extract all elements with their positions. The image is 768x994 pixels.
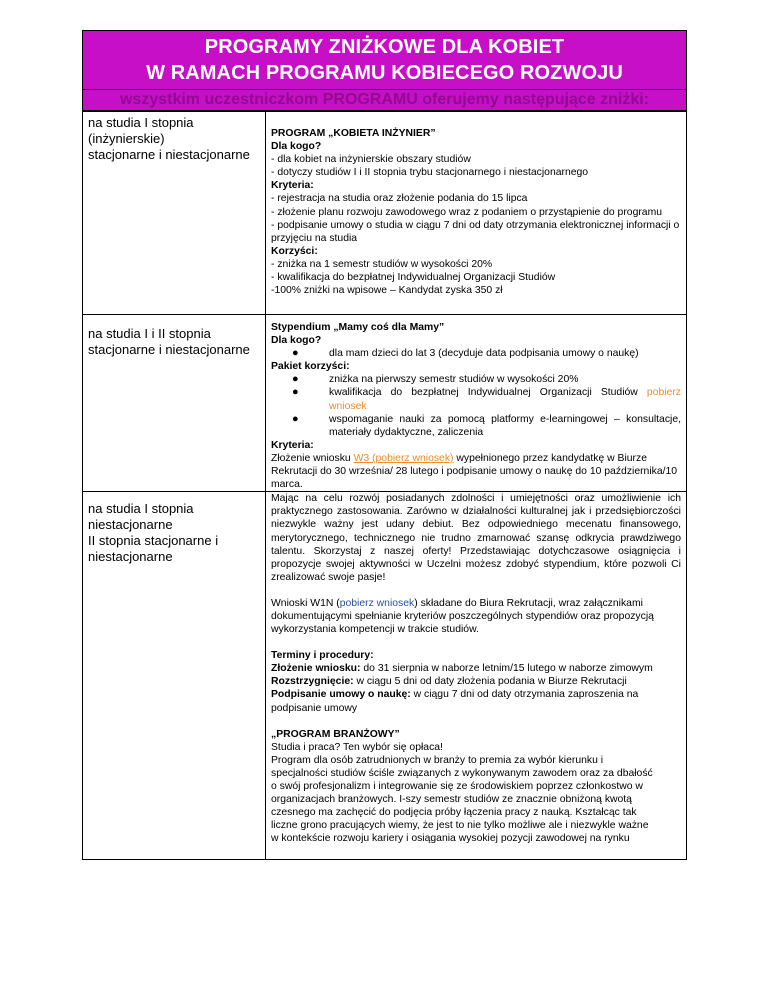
criteria-line: - rejestracja na studia oraz złożenie podania do 15 lipca (271, 193, 528, 205)
criteria-text (271, 452, 681, 491)
row-scope-cell (83, 315, 266, 492)
branch-line: czesnego ma zachęcić do podjęcia próby łączenia pracy z nauką. Kształcąc tak (271, 807, 637, 819)
branch-line: w kontekście rozwoju kariery i osiągania wysokiej pozycji zawodowej na rynku (271, 833, 630, 845)
list-item (271, 347, 681, 360)
document-subtitle: wszystkim uczestniczkom PROGRAMU oferujemy następujące zniżki: (82, 89, 687, 111)
benefits-label: Korzyści: (271, 245, 318, 257)
scope-line: niestacjonarne (88, 549, 173, 565)
program-title: Stypendium „Mamy coś dla Mamy” (271, 322, 445, 333)
branch-line: Program dla osób zatrudnionych w branży to premia za wybór kierunku i (271, 754, 604, 766)
term-label: Rozstrzygnięcie: (271, 676, 354, 688)
branch-line: organizacjach branżowych. I-szy semestr studiów ze znacznie obniżoną kwotą (271, 794, 632, 806)
applications-text (271, 597, 681, 636)
term-label: Złożenie wniosku: (271, 663, 361, 675)
term-label: Podpisanie umowy o naukę: (271, 689, 411, 701)
term-text: w ciągu 7 dni od daty otrzymania zaproszenia na podpisanie umowy (271, 689, 639, 714)
package-list (271, 373, 681, 438)
bullet-icon: ● (292, 373, 299, 386)
package-label: Pakiet korzyści: (271, 361, 350, 373)
branch-line: o swój profesjonalizm i integrowanie się ze środowiskiem poprzez członkostwo w (271, 781, 643, 792)
criteria-text-post: wypełnionego przez kandydatkę w Biurze Rekrutacji do 30 września/ 28 lutego i podpisanie umowy o naukę do 10 października/10 marca. (271, 452, 678, 491)
who-label: Dla kogo? (271, 335, 322, 347)
row-program-cell (266, 492, 687, 860)
term-resolve (271, 675, 681, 688)
scope-line: (inżynierskie) (88, 131, 165, 146)
table-row (83, 492, 687, 860)
list-item (271, 373, 681, 386)
document-header (82, 30, 687, 89)
table-row (83, 315, 687, 492)
scope-line: niestacjonarne (88, 517, 173, 533)
criteria-label: Kryteria: (271, 439, 314, 451)
who-line: - dla kobiet na inżynierskie obszary studiów (271, 154, 471, 166)
criteria-line: - podpisanie umowy o studia w ciągu 7 dni od daty otrzymania elektronicznej informacji o przyjęciu na studia (271, 219, 680, 244)
list-item-text: wspomaganie nauki za pomocą platformy e-learningowej – konsultacje, materiały dydaktyczne, zaliczenia (329, 413, 681, 438)
scope-line: stacjonarne i niestacjonarne (88, 147, 250, 162)
list-item-text: kwalifikacja do bezpłatnej Indywidualnej Organizacji Studiów (329, 387, 638, 399)
bullet-icon: ● (292, 412, 299, 425)
who-label: Dla kogo? (271, 141, 322, 153)
w1n-form-link[interactable]: pobierz wniosek (339, 597, 415, 609)
criteria-line: - złożenie planu rozwoju zawodowego wraz z podaniem o przystąpienie do programu (271, 206, 663, 218)
term-submit (271, 662, 681, 675)
program-title: PROGRAM „KOBIETA INŻYNIER” (271, 128, 436, 139)
branch-line: Studia i praca? Ten wybór się opłaca! (271, 741, 443, 753)
benefit-line: -100% zniżki na wpisowe – Kandydat zyska 350 zł (271, 285, 503, 297)
bullet-icon: ● (292, 386, 299, 399)
bullet-icon: ● (292, 347, 299, 360)
w3-form-link[interactable]: W3 (pobierz wniosek) (353, 452, 454, 464)
download-form-link[interactable]: pobierz wniosek (329, 387, 681, 412)
row-program-cell (266, 315, 687, 492)
scope-line: na studia I stopnia (88, 501, 194, 517)
table-row (83, 112, 687, 315)
document-title-line1: PROGRAMY ZNIŻKOWE DLA KOBIET (204, 36, 565, 58)
applications-text-post: ) składane do Biura Rekrutacji, wraz załącznikami dokumentującymi spełnianie kryteriów poszczególnych stypendiów oraz propozycją wykorzystania kompetencji w trakcie studiów. (271, 597, 654, 636)
branch-line: specjalności studiów ściśle związanych z wykonywanym zawodem oraz za dbałość (271, 767, 653, 779)
scope-line: na studia I i II stopnia (88, 326, 211, 341)
term-sign (271, 688, 681, 714)
term-text: w ciągu 5 dni od daty złożenia podania w Biurze Rekrutacji (353, 676, 627, 688)
applications-text-pre: Wnioski W1N ( (271, 597, 340, 609)
row-scope-cell (83, 112, 266, 315)
list-item (271, 386, 681, 412)
scope-line: II stopnia stacjonarne i (88, 533, 219, 549)
list-item-text: zniżka na pierwszy semestr studiów w wysokości 20% (329, 374, 579, 386)
row-scope-cell (83, 492, 266, 860)
branch-program-title: „PROGRAM BRANŻOWY” (271, 728, 400, 740)
list-item-text: dla mam dzieci do lat 3 (decyduje data podpisania umowy o naukę) (329, 348, 639, 360)
discount-table (82, 111, 687, 860)
benefit-line: - kwalifikacja do bezpłatnej Indywidualnej Organizacji Studiów (271, 272, 556, 284)
benefit-line: - zniżka na 1 semestr studiów w wysokości 20% (271, 258, 493, 270)
who-line: - dotyczy studiów I i II stopnia trybu stacjonarnego i niestacjonarnego (271, 167, 589, 179)
criteria-label: Kryteria: (271, 180, 314, 192)
document-sheet (82, 30, 687, 860)
list-item (271, 413, 681, 439)
scholarship-intro: Mając na celu rozwój posiadanych zdolności i umiejętności oraz umożliwienie ich praktycznego zastosowania. Zarówno w działalności kulturalnej jak i przedsiębiorczości niezwykle ważny jest udany debiut. Bez odpowiedniego mecenatu finansowego, merytorycznego, technicznego nie trudno zmarnować szansę odkrycia prawdziwego talentu. Skorzystaj z naszej oferty! Przedstawiając dotychczasowe osiągnięcia i propozycje swojej aktywności w Uczelni możesz zdobyć stypendium, które pozwoli Ci zrealizować swoje pasje! (271, 493, 681, 583)
term-text: do 31 sierpnia w naborze letnim/15 lutego w naborze zimowym (360, 663, 653, 675)
terms-label: Terminy i procedury: (271, 650, 374, 662)
scope-line: stacjonarne i niestacjonarne (88, 342, 250, 357)
scope-line: na studia I stopnia (88, 115, 194, 130)
branch-line: liczne grono pracujących wiemy, że jest to nie tylko możliwe ale i niezwykle ważne (271, 820, 649, 832)
criteria-text-pre: Złożenie wniosku (271, 452, 354, 464)
who-list (271, 347, 681, 360)
row-program-cell (266, 112, 687, 315)
document-title-line2: W RAMACH PROGRAMU KOBIECEGO ROZWOJU (146, 62, 623, 84)
